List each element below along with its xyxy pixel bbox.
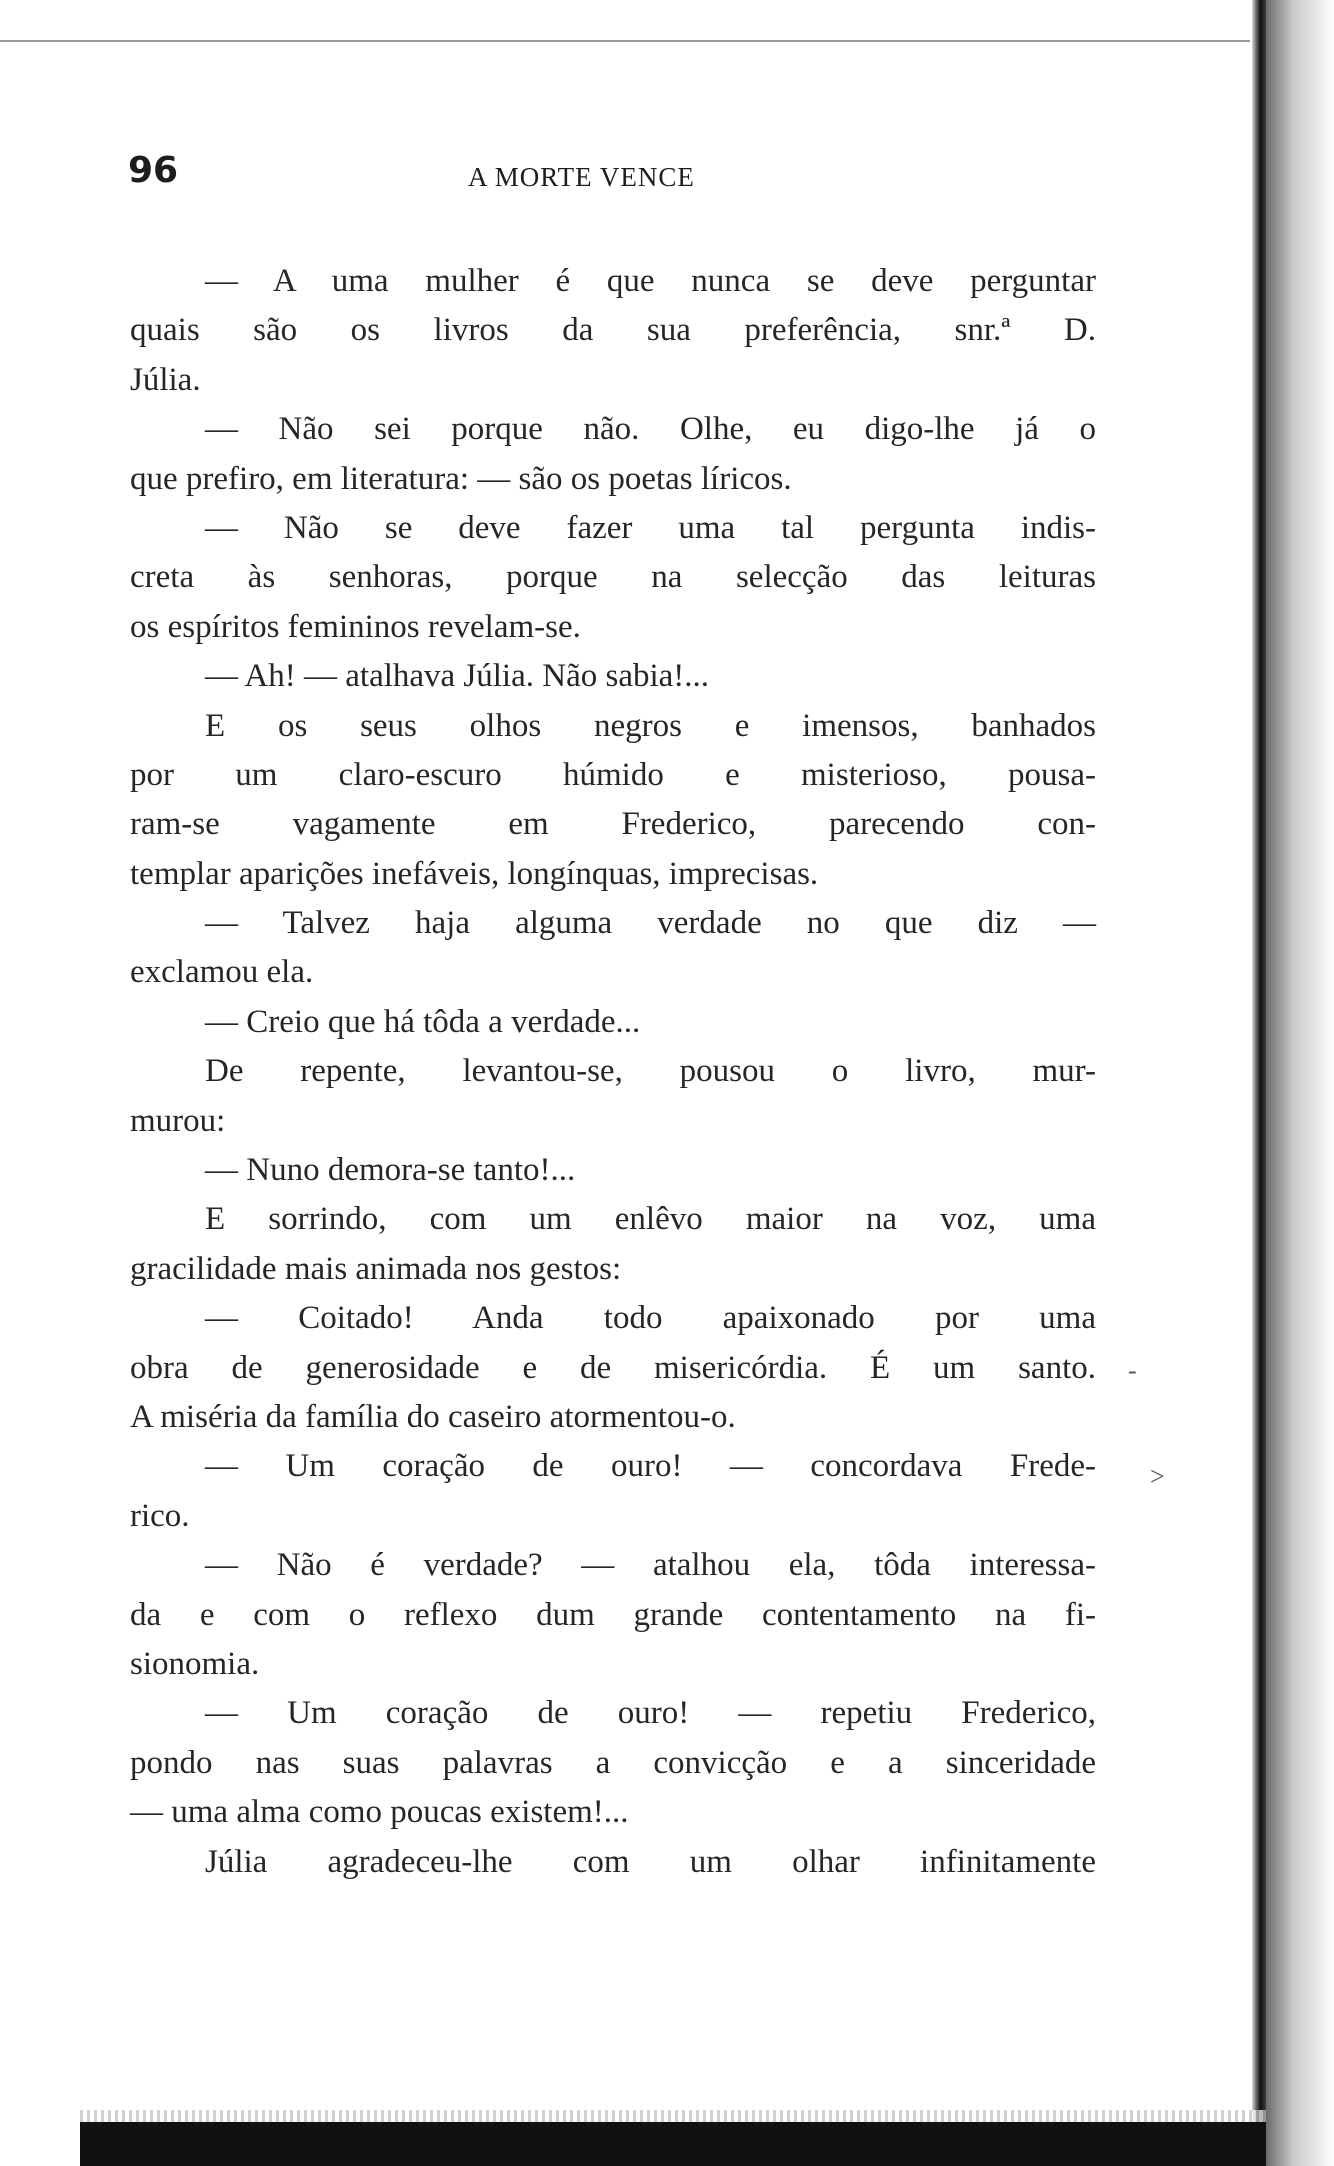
text-line: gracilidade mais animada nos gestos: [130,1250,622,1287]
text-line: — uma alma como poucas existem!... [130,1794,629,1831]
page-header [128,150,1098,210]
text-line: que prefiro, em literatura: — são os poetas líricos. [130,460,792,497]
text-line: Júlia agradeceu-lhe com um olhar infinitamente [205,1843,1096,1880]
text-line: — Creio que há tôda a verdade... [205,1003,641,1040]
scan-spine-edge [1252,0,1266,2166]
scan-bottom-bar [80,2122,1266,2166]
text-line: De repente, levantou-se, pousou o livro, mur- [205,1053,1096,1090]
page-number: 96 [128,150,179,191]
body-text [130,257,1096,1887]
text-line: — A uma mulher é que nunca se deve perguntar [205,263,1096,299]
running-title: A MORTE VENCE [468,162,695,192]
text-line: obra de generosidade e de misericórdia. É um santo. [130,1349,1096,1386]
scan-top-rule [0,40,1250,42]
text-line: — Talvez haja alguma verdade no que diz — [205,905,1096,942]
scan-bottom-speckle [80,2110,1266,2122]
text-line: — Nuno demora-se tanto!... [205,1152,576,1189]
text-line: — Não sei porque não. Olhe, eu digo-lhe já o [205,411,1096,448]
margin-mark-dash: - [1128,1356,1137,1385]
margin-mark-arrow: > [1150,1462,1165,1491]
text-line: E os seus olhos negros e imensos, banhados [205,707,1096,744]
text-line: da e com o reflexo dum grande contentamento na fi- [130,1596,1096,1633]
text-line: murou: [130,1102,226,1139]
text-line: pondo nas suas palavras a convicção e a sinceridade [130,1744,1096,1781]
text-line: quais são os livros da sua preferência, snr.ª D. [130,312,1096,349]
text-line: — Um coração de ouro! — concordava Frede- [205,1448,1096,1485]
text-line: — Coitado! Anda todo apaixonado por uma [205,1300,1096,1337]
text-line: — Um coração de ouro! — repetiu Frederico, [205,1695,1096,1732]
text-line: ram-se vagamente em Frederico, parecendo con- [130,806,1096,843]
text-line: — Não se deve fazer uma tal pergunta indis- [205,509,1096,546]
text-line: rico. [130,1497,190,1534]
text-line: A miséria da família do caseiro atormentou-o. [130,1398,736,1435]
text-line: sionomia. [130,1645,260,1682]
text-line: Júlia. [130,361,201,398]
text-line: — Ah! — atalhava Júlia. Não sabia!... [205,658,710,695]
text-line: E sorrindo, com um enlêvo maior na voz, uma [205,1201,1096,1238]
text-line: exclamou ela. [130,954,314,991]
text-line: templar aparições inefáveis, longínquas, imprecisas. [130,855,819,892]
text-line: os espíritos femininos revelam-se. [130,608,581,645]
text-line: por um claro-escuro húmido e misterioso, pousa- [130,756,1096,793]
text-line: creta às senhoras, porque na selecção das leituras [130,559,1096,596]
scan-spine-shadow [1266,0,1334,2166]
text-line: — Não é verdade? — atalhou ela, tôda interessa- [205,1547,1096,1584]
